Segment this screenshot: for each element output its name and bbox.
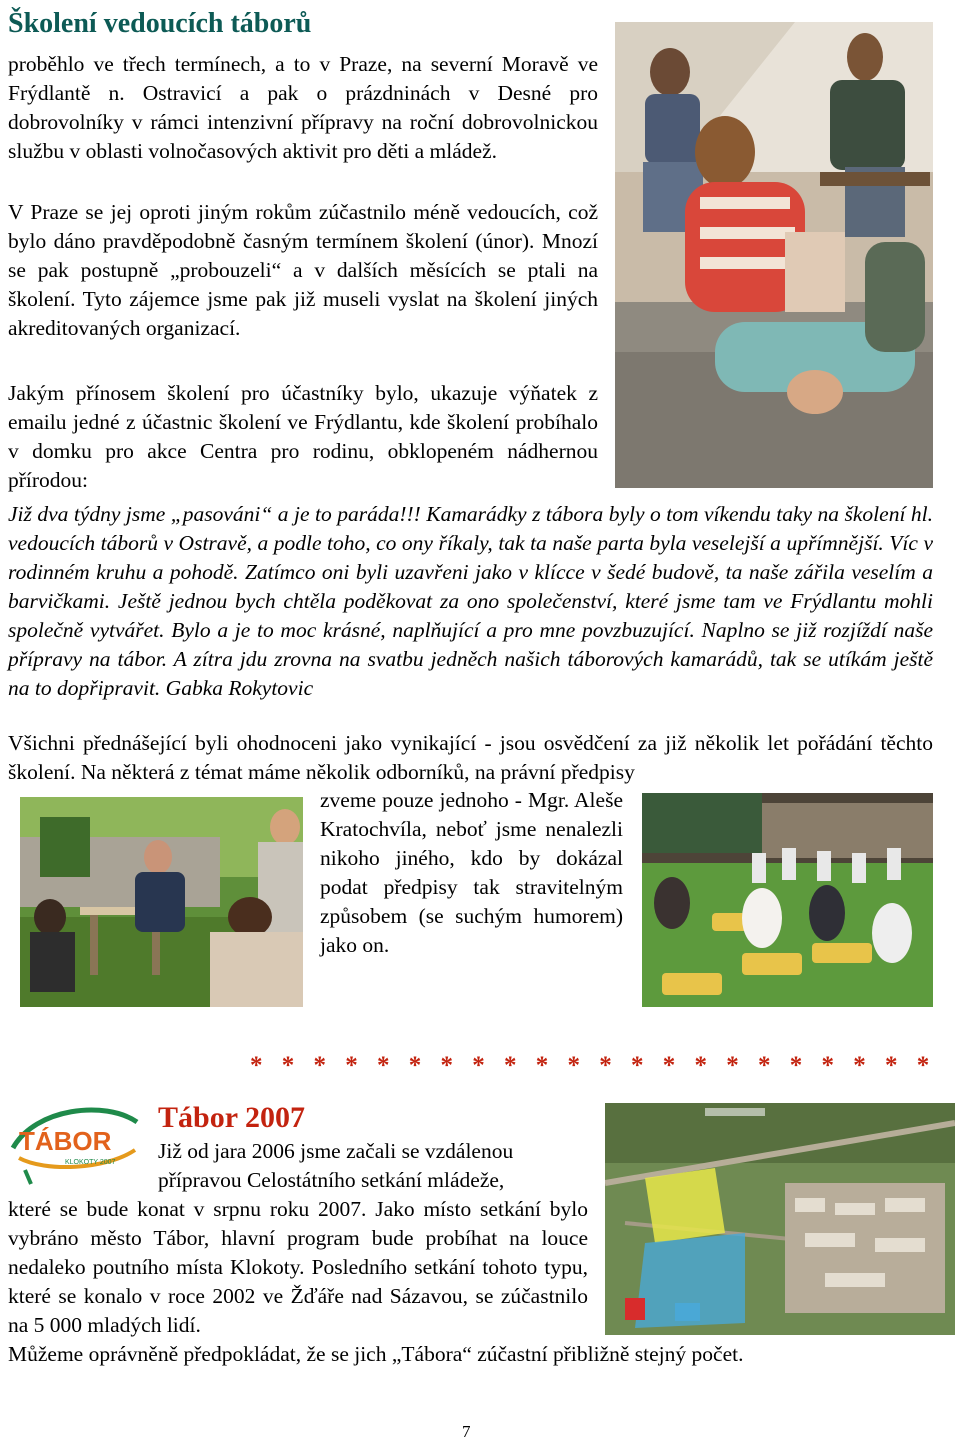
photo-lecturer-outdoor	[20, 797, 303, 1007]
section-separator: * * * * * * * * * * * * * * * * * * * * * *	[250, 1052, 936, 1079]
paragraph-tabor-part1: Již od jara 2006 jsme začali se vzdálenou přípravou Celostátního setkání mládeže,	[158, 1139, 514, 1192]
tabor-2007-logo	[5, 1100, 145, 1185]
paragraph-tabor-part3: Můžeme oprávněně předpokládat, že se jich „Tábora“ zúčastní přibližně stejný počet.	[8, 1342, 744, 1366]
paragraph-benefit: Jakým přínosem školení pro účastníky bylo, ukazuje výňatek z emailu jedné z účastnic školení ve Frýdlantu, kde školení probíhalo v domku pro akce Centra pro rodinu, obklopeném nádhernou přírodou:	[8, 381, 598, 492]
section-title-tabor: Tábor 2007	[158, 1101, 305, 1134]
paragraph-lecturers: Všichni přednášející byli ohodnoceni jako vynikající - jsou osvědčení za již několik let pořádání těchto školení. Na některá z témat máme několik odborníků, na právní předpisy	[8, 731, 933, 784]
paragraph-lecturer-name: zveme pouze jednoho - Mgr. Aleše Kratochvíla, neboť jsme nenalezli nikoho jiného, kdo by dokázal podat předpisy tak stravitelným způsobem (se suchým humorem) jako on.	[320, 788, 623, 957]
paragraph-prague: V Praze se jej oproti jiným rokům zúčastnilo méně vedoucích, což bylo dáno pravděpodobně časným termínem školení (únor). Mnozí se pak postupně „probouzeli“ a v dalších měsících se ptali na školení. Tyto zájemce jsme pak již museli vyslat na školení jiných akreditovaných organizací.	[8, 200, 598, 340]
email-quote	[8, 500, 933, 703]
page-number: 7	[462, 1422, 471, 1441]
aerial-map-klokoty	[605, 1103, 955, 1335]
photo-group-garden	[642, 793, 933, 1007]
photo-first-aid-training	[615, 22, 933, 488]
quote-text: Již dva týdny jsme „pasováni“ a je to paráda!!! Kamarádky z tábora byly o tom víkendu taky na školení hl. vedoucích táborů v Ostravě, a podle toho, co ony říkaly, tak ta naše parta byla veselejší a upřímnější. Víc v rodinném kruhu a pohodě. Zatímco oni byli uzavřeni jako v klícce v šedé budově, ta naše zářila veselím a barvičkami. Ještě jednou bych chtěla poděkovat za ono společenství, které jsme tam ve Frýdlantu mohli společně vytvářet. Bylo a je to moc krásné, naplňující a pro mne povzbuzující. Naplno se již rozjíždí naše přípravy na tábor. A zítra jdu zrovna na svatbu jedněch našich táborových kamarádů, tak se utíkám ještě na to dopřipravit.	[8, 502, 933, 700]
logo-text: TÁBOR	[19, 1126, 112, 1156]
logo-subtext: KLOKOTY 2007	[65, 1159, 116, 1166]
quote-signature: Gabka Rokytovic	[165, 676, 314, 700]
paragraph-intro: proběhlo ve třech termínech, a to v Praze, na severní Moravě ve Frýdlantě n. Ostravicí a pak o prázdninách v Desné pro dobrovolníky v rámci intenzivní přípravy na roční dobrovolnickou službu v oblasti volnočasových aktivit pro děti a mládež.	[8, 52, 598, 163]
section-title-training: Školení vedoucích táborů	[8, 8, 312, 39]
paragraph-tabor-part2: které se bude konat v srpnu roku 2007. Jako místo setkání bylo vybráno město Tábor, hlavní program bude probíhat na louce nedaleko poutního místa Klokoty. Posledního setkání tohoto typu, které se konalo v roce 2002 ve Žďáře nad Sázavou, se zúčastnilo na 5 000 mladých lidí.	[8, 1197, 588, 1337]
